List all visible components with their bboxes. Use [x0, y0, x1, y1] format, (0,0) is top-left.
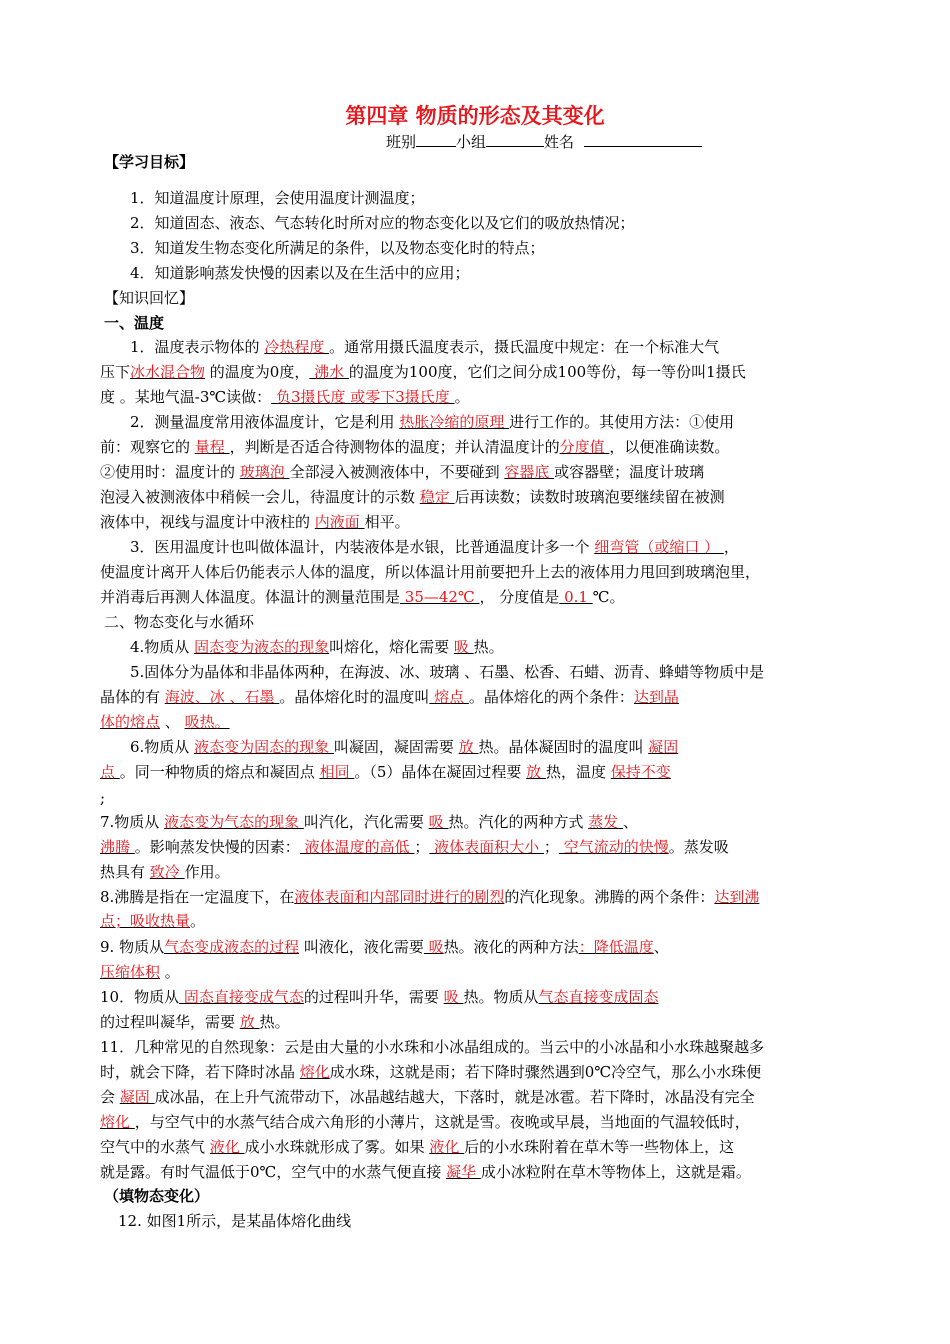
answer-text: 气态直接变成固态 — [538, 988, 659, 1006]
text-line — [100, 487, 725, 507]
answer-text: 液体表面和内部同时进行的剧烈 — [294, 888, 505, 906]
line-text: 前：观察它的 — [100, 438, 195, 456]
line-text: 相平。 — [364, 513, 410, 531]
line-text: 作用。 — [184, 863, 230, 881]
answer-text: 负3摄氏度 或零下3摄氏度 — [271, 388, 455, 406]
text-line — [100, 812, 638, 832]
answer-text: 液体表面积大小 — [429, 838, 544, 856]
line-text: 空气中的水蒸气 — [100, 1138, 210, 1156]
answer-text: 内液面 — [314, 513, 365, 531]
line-text: 就是露。有时气温低于0℃，空气中的水蒸气便直接 — [100, 1163, 447, 1181]
answer-text: 液体温度的高低 — [299, 838, 415, 856]
text-line — [100, 387, 470, 407]
answer-text: 稳定 — [419, 488, 455, 506]
line-text: 。（5）晶体在凝固过程要 — [354, 763, 527, 781]
answer-text: 熔化 — [100, 1113, 135, 1131]
line-text: 度 。某地气温-3℃读做： — [100, 388, 272, 406]
line-text: 热，温度 — [545, 763, 611, 781]
line-text: 的汽化现象。沸腾的两个条件： — [504, 888, 715, 906]
line-text: 的温度为100度，它们之间分成100等份，每一等份叫1摄氏 — [348, 363, 746, 381]
line-text: 。蒸发吸 — [668, 838, 729, 856]
text-line — [100, 911, 205, 931]
text-line — [100, 837, 729, 857]
line-text: 热具有 — [100, 863, 150, 881]
question-12: 12. 如图1所示，是某晶体熔化曲线 — [118, 1212, 352, 1230]
text-line — [100, 987, 658, 1007]
answer-text: 冰水混合物 — [130, 363, 206, 381]
answer-text: 凝固 — [648, 738, 679, 756]
line-text: 热。 — [473, 638, 504, 656]
text-line — [100, 1012, 290, 1032]
text-line — [100, 587, 624, 607]
group-blank — [486, 131, 544, 147]
class-blank — [416, 131, 456, 147]
line-text: ，判断是否适合待测物体的温度；并认清温度计的 — [229, 438, 560, 456]
text-line — [100, 1037, 764, 1057]
line-text: ； — [543, 838, 559, 856]
answer-text: 熔点 — [429, 688, 469, 706]
answer-text: 细弯管（或缩口 ） — [594, 538, 724, 556]
line-text: 叫凝固，凝固需要 — [333, 738, 459, 756]
line-text: 。 — [190, 912, 206, 930]
line-text: 热。晶体凝固时的温度叫 — [478, 738, 649, 756]
answer-text: 海波、冰 、石墨 — [164, 688, 280, 706]
answer-text: 放 — [239, 1013, 260, 1031]
line-text: ℃。 — [592, 588, 625, 606]
answer-text: 凝华 — [446, 1163, 481, 1181]
line-text: ， — [723, 538, 739, 556]
goal-item: 4．知道影响蒸发快慢的因素以及在生活中的应用； — [130, 264, 470, 282]
answer-text: 分度值 — [559, 438, 610, 456]
line-text: 3．医用温度计也叫做体温计，内装液体是水银，比普通温度计多一个 — [130, 538, 595, 556]
line-text: 。通常用摄氏温度表示，摄氏温度中规定：在一个标准大气 — [329, 338, 720, 356]
line-text: 5.固体分为晶体和非晶体两种，在海波、冰、玻璃 、石墨、松香、石蜡、沥青、蜂蜡等物质中是 — [130, 663, 765, 681]
name-label: 姓名 — [544, 133, 575, 151]
text-line — [100, 1062, 761, 1082]
text-line — [100, 762, 671, 782]
text-line — [100, 512, 410, 532]
answer-text: 相同 — [319, 763, 355, 781]
answer-text: 沸水 — [309, 363, 349, 381]
answer-text: 空气流动的快慢 — [558, 838, 669, 856]
text-line — [100, 1162, 751, 1182]
answer-text: 液化 — [209, 1138, 245, 1156]
name-blank — [584, 131, 702, 147]
text-line — [100, 562, 760, 582]
answer-text: 凝固 — [119, 1088, 155, 1106]
line-text: 。 — [454, 388, 470, 406]
line-text: 叫汽化，汽化需要 — [303, 813, 429, 831]
line-text: 10．物质从 — [100, 988, 180, 1006]
answer-text: 玻璃泡 — [239, 463, 290, 481]
line-text: 成水珠，这就是雨；若下降时骤然遇到0℃冷空气，那么小水珠便 — [329, 1063, 762, 1081]
answer-text: 蒸发 — [588, 813, 623, 831]
line-text: 成冰晶，在上升气流带动下，冰晶越结越大，下落时，就是冰雹。若下降时，冰晶没有完全 — [154, 1088, 755, 1106]
text-line — [100, 1087, 755, 1107]
line-text: 2．测量温度常用液体温度计，它是利用 — [130, 413, 400, 431]
answer-text: 放 — [526, 763, 546, 781]
answer-text: 吸 — [423, 938, 444, 956]
line-text: 7.物质从 — [100, 813, 165, 831]
goal-item: 3．知道发生物态变化所满足的条件，以及物态变化时的特点； — [130, 239, 545, 257]
line-text: 11．几种常见的自然现象：云是由大量的小水珠和小冰晶组成的。当云中的小冰晶和小水珠越聚越多 — [100, 1038, 765, 1056]
section-heading-state-change: 二、物态变化与水循环 — [104, 613, 255, 631]
line-text: 。同一种物质的熔点和凝固点 — [119, 763, 320, 781]
answer-text: 达到沸 — [714, 888, 760, 906]
text-line — [100, 937, 669, 957]
text-line — [100, 887, 759, 907]
line-text: ， 分度值是 — [479, 588, 560, 606]
line-text: 1．温度表示物体的 — [130, 338, 265, 356]
line-text: ②使用时：温度计的 — [100, 463, 240, 481]
line-text: 热。物质从 — [463, 988, 539, 1006]
text-line — [130, 737, 678, 757]
line-text: 9. 物质从 — [100, 938, 165, 956]
group-label: 小组 — [456, 133, 487, 151]
line-text: 叫液化，液化需要 — [299, 938, 424, 956]
text-line — [130, 337, 719, 357]
line-text: 热。液化的两种方法 — [443, 938, 579, 956]
answer-text: 点；吸收热量 — [100, 912, 191, 930]
goal-item: 1．知道温度计原理，会使用温度计测温度； — [130, 189, 425, 207]
answer-text: 吸 — [443, 988, 464, 1006]
class-label: 班别 — [386, 133, 417, 151]
answer-text: 吸 — [453, 638, 474, 656]
line-text: 。晶体熔化时的温度叫 — [279, 688, 430, 706]
line-text: 后的小水珠附着在草木等一些物体上，这 — [464, 1138, 735, 1156]
line-text: 时，就会下降，若下降时冰晶 — [100, 1063, 300, 1081]
line-text: 进行工作的。其使用方法：①使用 — [509, 413, 735, 431]
line-text: 6.物质从 — [130, 738, 195, 756]
line-text: 泡浸入被测液体中稍候一会儿，待温度计的示数 — [100, 488, 420, 506]
answer-text: 液态变为气态的现象 — [164, 813, 304, 831]
answer-text: 达到晶 — [633, 688, 679, 706]
line-text: 4.物质从 — [130, 638, 195, 656]
text-line — [100, 437, 729, 457]
line-text: 会 — [100, 1088, 120, 1106]
text-line — [100, 687, 679, 707]
student-info-line — [386, 131, 702, 152]
line-text: ，与空气中的水蒸气结合成六角形的小薄片，这就是雪。夜晚或早晨，当地面的气温较低时， — [134, 1113, 750, 1131]
answer-text: 气态变成液态的过程 — [164, 938, 300, 956]
answer-text: 0.1 — [559, 588, 593, 606]
answer-text: 固态直接变成气态 — [179, 988, 304, 1006]
line-text: 成小水珠就形成了雾。如果 — [244, 1138, 430, 1156]
answer-text: 35—42℃ — [400, 588, 480, 606]
line-text: 使温度计离开人体后仍能表示人体的温度，所以体温计用前要把升上去的液体用力甩回到玻璃泡里， — [100, 563, 761, 581]
answer-text: 液态变为固态的现象 — [194, 738, 334, 756]
answer-text: 容器底 — [504, 463, 555, 481]
text-line — [100, 712, 230, 732]
line-text: 或容器壁；温度计玻璃 — [554, 463, 705, 481]
line-text: 热。 — [259, 1013, 290, 1031]
line-text: 液体中，视线与温度计中液柱的 — [100, 513, 315, 531]
answer-text: 吸热。 — [184, 713, 230, 731]
line-text: 成小冰粒附在草木等物体上，这就是霜。 — [480, 1163, 751, 1181]
line-text: ; — [100, 789, 106, 807]
line-text: 叫熔化，熔化需要 — [329, 638, 454, 656]
page-title: 第四章 物质的形态及其变化 — [345, 104, 605, 128]
line-text: 全部浸入被测液体中，不要碰到 — [289, 463, 505, 481]
answer-text: 沸腾 — [100, 838, 135, 856]
line-text: 热。汽化的两种方式 — [448, 813, 589, 831]
text-line — [100, 362, 746, 382]
line-text: 。影响蒸发快慢的因素： — [134, 838, 300, 856]
line-text: 。晶体熔化的两个条件： — [468, 688, 634, 706]
answer-text: 体的熔点 — [100, 713, 161, 731]
fill-heading: （填物态变化） — [104, 1187, 210, 1205]
text-line — [130, 537, 739, 557]
line-text: 8.沸腾是指在一定温度下，在 — [100, 888, 295, 906]
line-text: 的过程叫升华，需要 — [303, 988, 444, 1006]
answer-text: 点 — [100, 763, 120, 781]
goals-heading: 【学习目标】 — [104, 153, 195, 171]
text-line — [100, 962, 180, 982]
section-heading-temperature: 一、温度 — [104, 314, 165, 332]
text-line — [100, 1112, 750, 1132]
answer-text: ：降低温度 — [578, 938, 654, 956]
line-text: 、 — [623, 813, 639, 831]
line-text: 。 — [160, 963, 180, 981]
line-text: ； — [414, 838, 430, 856]
line-text: 的温度为0度， — [205, 363, 310, 381]
answer-text: 液化 — [429, 1138, 465, 1156]
text-line — [130, 412, 734, 432]
answer-text: 量程 — [194, 438, 230, 456]
text-line — [100, 788, 105, 808]
line-text: 、 — [160, 713, 185, 731]
text-line — [100, 462, 704, 482]
answer-text: 热胀冷缩的原理 — [399, 413, 510, 431]
answer-text: 冷热程度 — [264, 338, 330, 356]
line-text: 的过程叫凝华，需要 — [100, 1013, 240, 1031]
line-text: 、 — [653, 938, 669, 956]
line-text: 后再读数；读数时玻璃泡要继续留在被测 — [454, 488, 725, 506]
line-text: 晶体的有 — [100, 688, 165, 706]
answer-text: 放 — [458, 738, 479, 756]
answer-text: 熔化 — [299, 1063, 330, 1081]
goal-item: 2．知道固态、液态、气态转化时所对应的物态变化以及它们的吸放热情况； — [130, 214, 635, 232]
recall-heading: 【知识回忆】 — [104, 289, 195, 307]
line-text: 并消毒后再测人体温度。体温计的测量范围是 — [100, 588, 401, 606]
line-text: 压下 — [100, 363, 131, 381]
answer-text: 吸 — [428, 813, 449, 831]
answer-text: 保持不变 — [610, 763, 671, 781]
text-line — [100, 1137, 734, 1157]
text-line — [130, 637, 504, 657]
text-line — [130, 662, 764, 682]
answer-text: 致冷 — [149, 863, 185, 881]
line-text: ，以便准确读数。 — [609, 438, 730, 456]
answer-text: 压缩体积 — [100, 963, 161, 981]
answer-text: 固态变为液态的现象 — [194, 638, 330, 656]
text-line — [100, 862, 230, 882]
